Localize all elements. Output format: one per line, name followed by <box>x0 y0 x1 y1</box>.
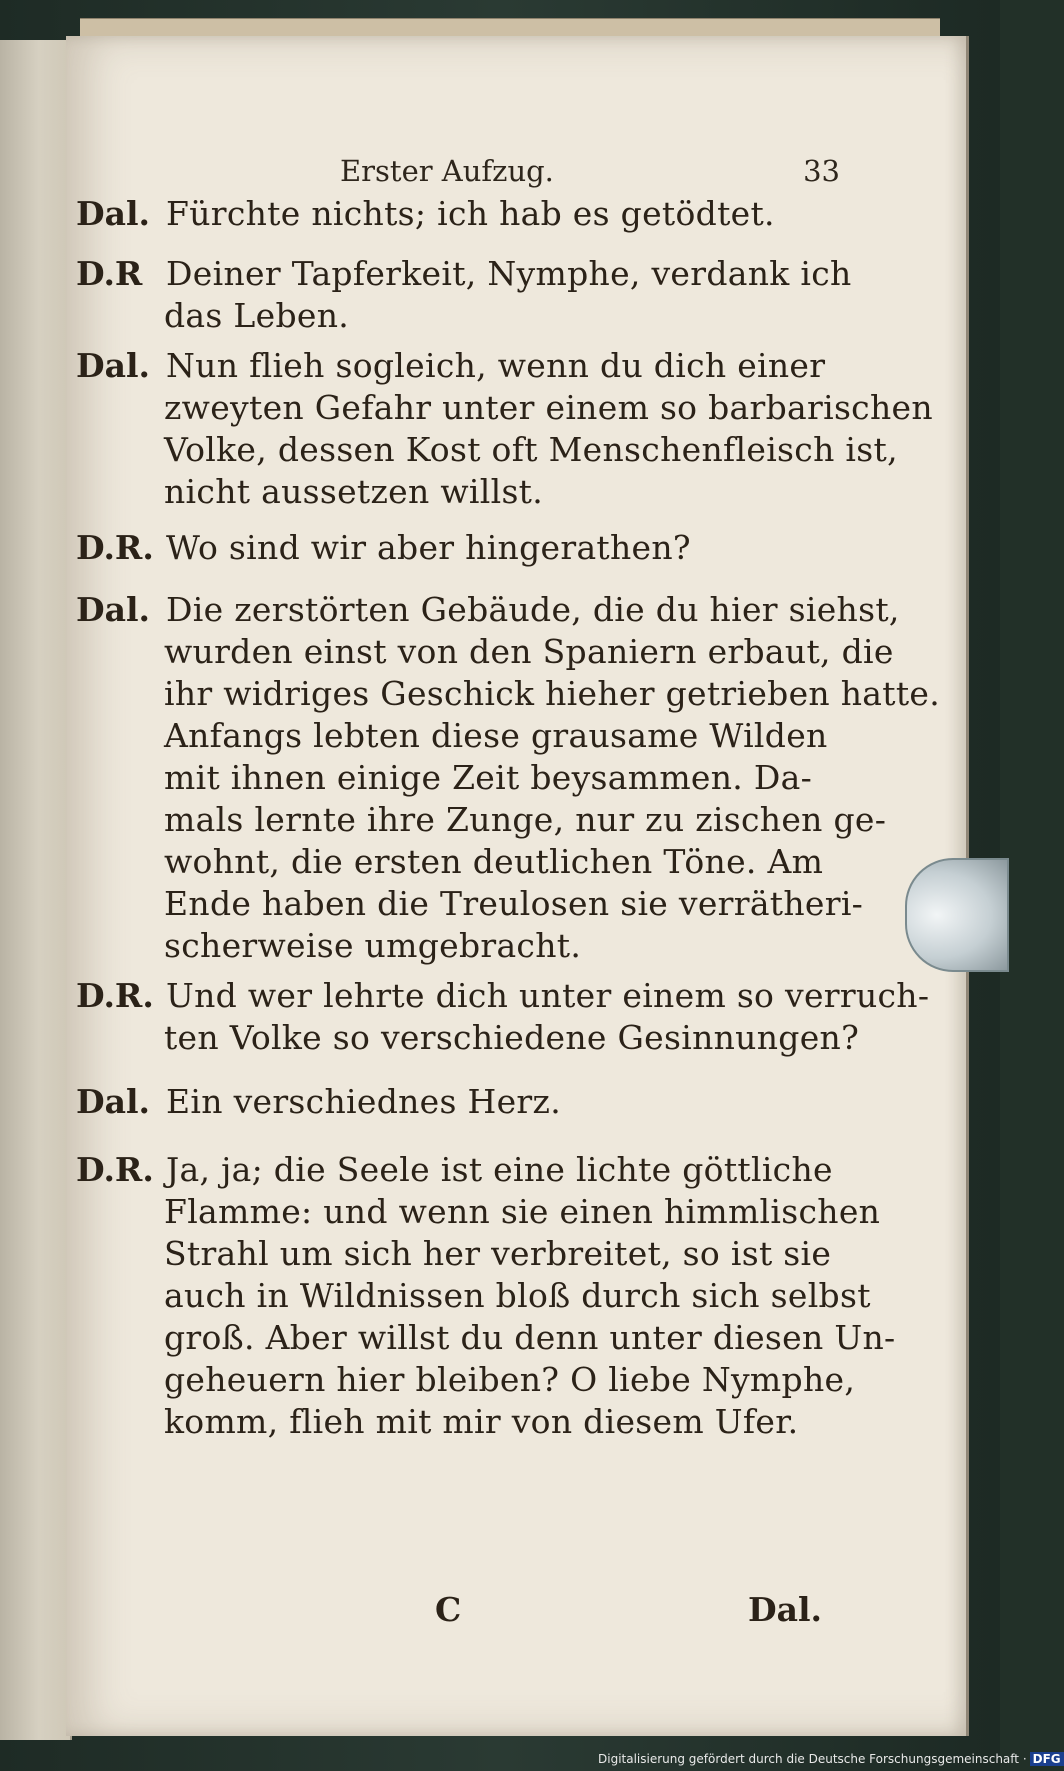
text-line: Die zerstörten Gebäude, die du hier siehst, <box>166 590 900 629</box>
text-line: Ende haben die Treulosen sie verrätheri- <box>164 884 864 923</box>
speaker-label: D.R. <box>76 1150 154 1189</box>
text-line: wurden einst von den Spaniern erbaut, die <box>164 632 894 671</box>
text-line: Und wer lehrte dich unter einem so verruch- <box>166 976 930 1015</box>
text-line: Volke, dessen Kost oft Menschenfleisch ist, <box>164 430 898 469</box>
text-line: groß. Aber willst du denn unter diesen Un- <box>164 1318 896 1357</box>
text-line: nicht aussetzen willst. <box>164 472 544 511</box>
speaker-label: D.R <box>76 254 143 293</box>
text-line: zweyten Gefahr unter einem so barbarischen <box>164 388 933 427</box>
text-line: Ein verschiednes Herz. <box>166 1082 561 1121</box>
signature-mark: C <box>435 1590 462 1629</box>
text-line: ten Volke so verschiedene Gesinnungen? <box>164 1018 860 1057</box>
speaker-label: D.R. <box>76 976 154 1015</box>
speaker-label: Dal. <box>76 346 151 385</box>
text-line: Nun flieh sogleich, wenn du dich einer <box>166 346 826 385</box>
text-line: Strahl um sich her verbreitet, so ist sie <box>164 1234 832 1273</box>
digitization-footer <box>598 1752 1064 1766</box>
text-line: mals lernte ihre Zunge, nur zu zischen ge- <box>164 800 887 839</box>
text-line: scherweise umgebracht. <box>164 926 582 965</box>
dfg-logo: DFG <box>1030 1752 1064 1766</box>
speaker-label: D.R. <box>76 528 154 567</box>
text-line: Deiner Tapferkeit, Nymphe, verdank ich <box>166 254 852 293</box>
page-number: 33 <box>803 154 840 188</box>
text-line: Anfangs lebten diese grausame Wilden <box>164 716 828 755</box>
page-header <box>340 154 840 188</box>
text-line: wohnt, die ersten deutlichen Töne. Am <box>164 842 824 881</box>
footer-text: Digitalisierung gefördert durch die Deutsche Forschungsgemeinschaft · <box>598 1752 1027 1766</box>
text-line: Flamme: und wenn sie einen himmlischen <box>164 1192 881 1231</box>
text-line: ihr widriges Geschick hieher getrieben hatte. <box>164 674 941 713</box>
speaker-label: Dal. <box>76 194 151 233</box>
text-line: geheuern hier bleiben? O liebe Nymphe, <box>164 1360 856 1399</box>
page-clip <box>905 858 1009 972</box>
text-line: das Leben. <box>164 296 350 335</box>
running-title: Erster Aufzug. <box>340 154 554 188</box>
text-line: auch in Wildnissen bloß durch sich selbst <box>164 1276 871 1315</box>
book-gutter <box>0 40 72 1740</box>
speaker-label: Dal. <box>76 590 151 629</box>
text-line: komm, flieh mit mir von diesem Ufer. <box>164 1402 799 1441</box>
text-line: Ja, ja; die Seele ist eine lichte göttliche <box>166 1150 833 1189</box>
speaker-label: Dal. <box>76 1082 151 1121</box>
catchword: Dal. <box>748 1590 823 1629</box>
text-line: Fürchte nichts; ich hab es getödtet. <box>166 194 775 233</box>
text-line: Wo sind wir aber hingerathen? <box>166 528 691 567</box>
text-line: mit ihnen einige Zeit beysammen. Da- <box>164 758 813 797</box>
